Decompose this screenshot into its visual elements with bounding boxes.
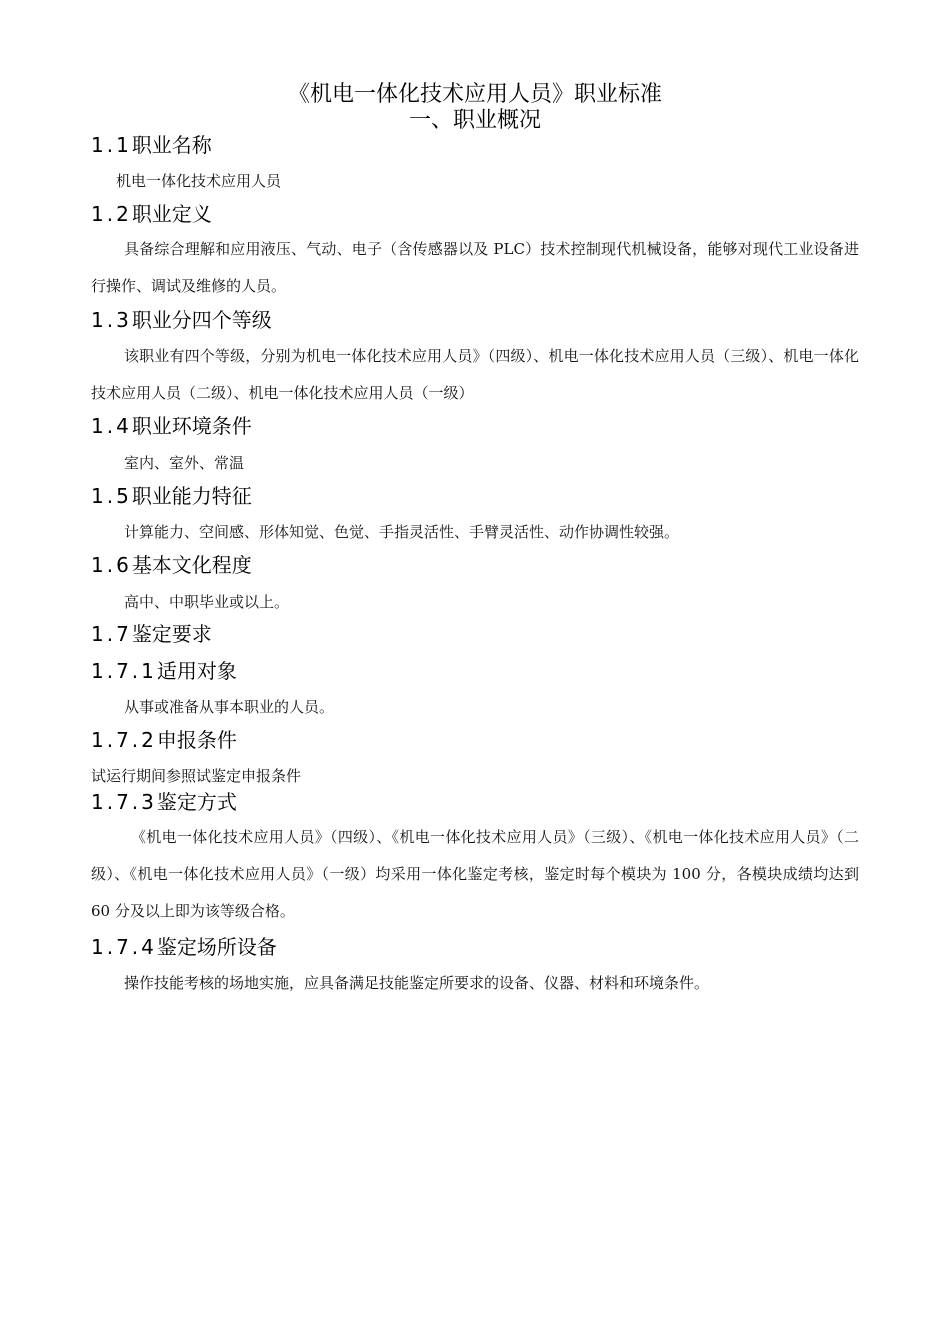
section-body-1-1: 机电一体化技术应用人员: [116, 172, 282, 190]
section-number: 1.2: [91, 202, 132, 226]
section-heading-1-4: [91, 413, 252, 439]
section-number: 1.4: [91, 414, 132, 438]
chapter-title: 一、职业概况: [408, 108, 541, 133]
section-title: 适用对象: [156, 659, 237, 683]
section-title: 职业名称: [131, 133, 212, 157]
section-number: 1.7: [91, 622, 132, 646]
section-number: 1.7.1: [91, 659, 157, 683]
section-heading-1-6: [91, 552, 252, 578]
section-number: 1.7.4: [91, 935, 157, 959]
section-body-1-2: 具备综合理解和应用液压、气动、电子（含传感器以及 PLC）技术控制现代机械设备，能够对现代工业设备进行操作、调试及维修的人员。: [91, 240, 859, 295]
section-title: 申报条件: [156, 728, 237, 752]
section-number: 1.1: [91, 133, 132, 157]
section-title: 基本文化程度: [131, 553, 252, 577]
section-title: 鉴定方式: [156, 790, 237, 814]
section-heading-1-3: [91, 307, 272, 333]
section-heading-1-7-1: [91, 658, 237, 684]
section-heading-1-1: [91, 132, 212, 158]
section-body-1-5: 计算能力、空间感、形体知觉、色觉、手指灵活性、手臂灵活性、动作协调性较强。: [124, 523, 680, 541]
section-body-1-7-1: 从事或准备从事本职业的人员。: [124, 698, 335, 716]
section-heading-1-2: [91, 201, 212, 227]
section-title: 鉴定场所设备: [156, 935, 277, 959]
section-heading-1-7-2: [91, 727, 237, 753]
section-number: 1.3: [91, 308, 132, 332]
section-heading-1-7: [91, 621, 212, 647]
section-number: 1.5: [91, 484, 132, 508]
section-title: 职业环境条件: [131, 414, 252, 438]
section-body-1-4: 室内、室外、常温: [124, 454, 245, 472]
section-title: 职业分四个等级: [131, 308, 272, 332]
section-number: 1.6: [91, 553, 132, 577]
section-title: 职业定义: [131, 202, 212, 226]
section-body-1-7-3: 《机电一体化技术应用人员》（四级）、《机电一体化技术应用人员》（三级）、《机电一体化技术应用人员》（二级）、《机电一体化技术应用人员》（一级）均采用一体化鉴定考核，鉴定时每个模块为 100 分，各模块成绩均达到 60 分及以上即为该等级合格。: [91, 828, 859, 920]
section-body-1-7-4: 操作技能考核的场地实施，应具备满足技能鉴定所要求的设备、仪器、材料和环境条件。: [124, 974, 710, 992]
section-body-1-7-2: 试运行期间参照试鉴定申报条件: [91, 767, 302, 785]
section-body-1-6: 高中、中职毕业或以上。: [124, 593, 290, 611]
section-body-1-3: 该职业有四个等级，分别为机电一体化技术应用人员》（四级）、机电一体化技术应用人员（三级）、机电一体化技术应用人员（二级）、机电一体化技术应用人员（一级）: [91, 347, 859, 402]
section-title: 职业能力特征: [131, 484, 252, 508]
section-heading-1-5: [91, 483, 252, 509]
section-heading-1-7-3: [91, 789, 237, 815]
section-title: 鉴定要求: [131, 622, 212, 646]
section-heading-1-7-4: [91, 934, 277, 960]
section-number: 1.7.2: [91, 728, 157, 752]
section-number: 1.7.3: [91, 790, 157, 814]
document-title: 《机电一体化技术应用人员》职业标准: [287, 82, 662, 107]
